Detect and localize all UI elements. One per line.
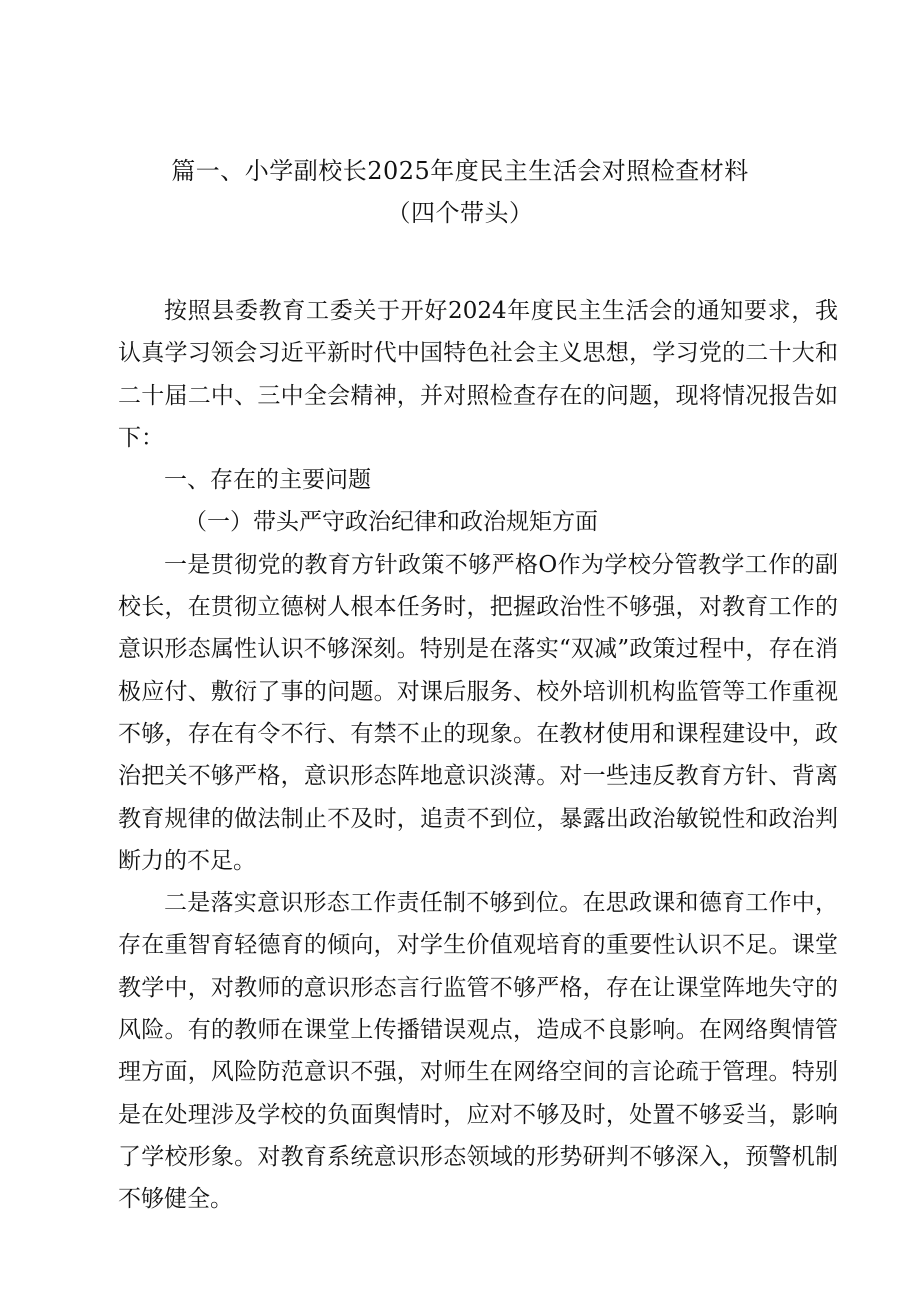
intro-paragraph: 按照县委教育工委关于开好2024年度民主生活会的通知要求，我认真学习领会习近平新时代中国特色社会主义思想，学习党的二十大和二十届二中、三中全会精神，并对照检查存在的问题，现将情况报告如下： (118, 298, 838, 451)
section-heading: 一、存在的主要问题 (164, 467, 371, 494)
document-body (118, 290, 838, 1221)
body-paragraph-2: 二是落实意识形态工作责任制不够到位。在思政课和德育工作中，存在重智育轻德育的倾向，对学生价值观培育的重要性认识不足。课堂教学中，对教师的意识形态言行监管不够严格，存在让课堂阵地失守的风险。有的教师在课堂上传播错误观点，造成不良影响。在网络舆情管理方面，风险防范意识不强，对师生在网络空间的言论疏于管理。特别是在处理涉及学校的负面舆情时，应对不够及时，处置不够妥当，影响了学校形象。对教育系统意识形态领域的形势研判不够深入，预警机制不够健全。 (118, 890, 838, 1213)
document-title: 篇一、小学副校长2025年度民主生活会对照检查材料（四个带头） (171, 157, 749, 227)
body-paragraph-1: 一是贯彻党的教育方针政策不够严格O作为学校分管教学工作的副校长，在贯彻立德树人根本任务时，把握政治性不够强，对教育工作的意识形态属性认识不够深刻。特别是在落实“双减”政策过程中，存在消极应付、敷衍了事的问题。对课后服务、校外培训机构监管等工作重视不够，存在有令不行、有禁不止的现象。在教材使用和课程建设中，政治把关不够严格，意识形态阵地意识淡薄。对一些违反教育方针、背离教育规律的做法制止不及时，追责不到位，暴露出政治敏锐性和政治判断力的不足。 (118, 551, 838, 874)
subsection-heading: （一）带头严守政治纪律和政治规矩方面 (184, 509, 598, 536)
